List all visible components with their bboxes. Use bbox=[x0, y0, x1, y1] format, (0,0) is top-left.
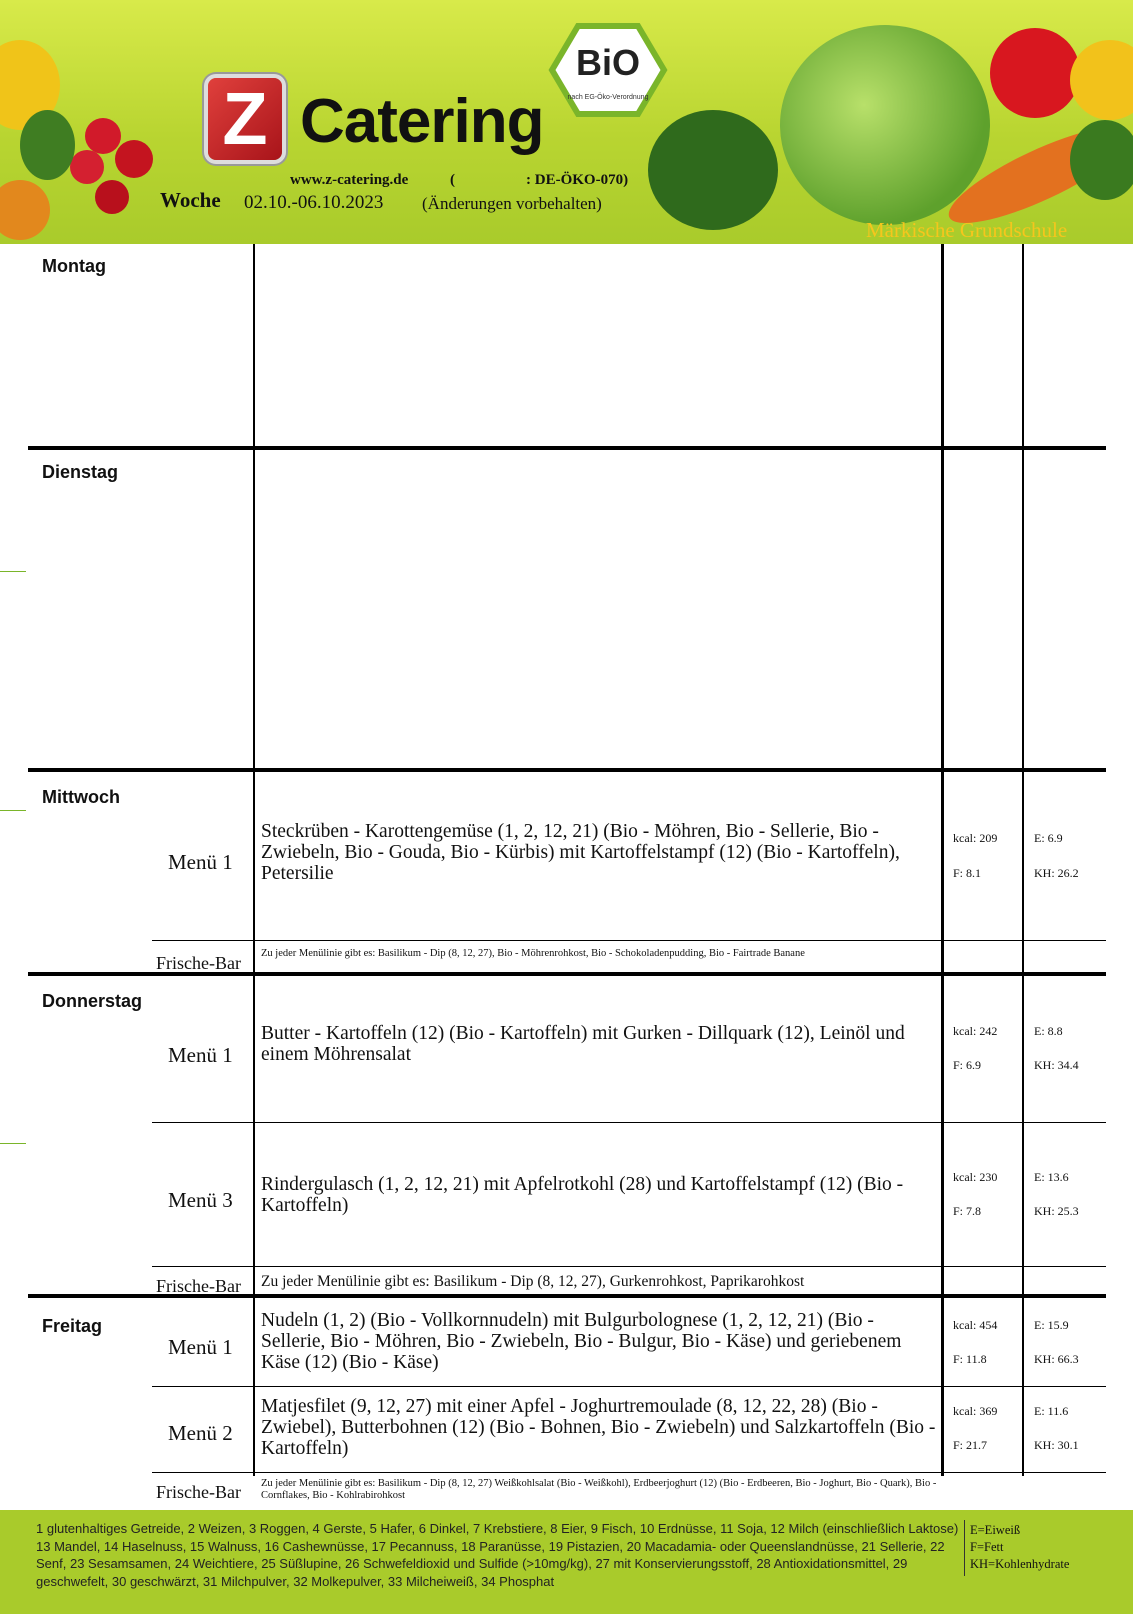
day-separator bbox=[28, 768, 1106, 772]
menu-label: Menü 1 bbox=[168, 1043, 233, 1067]
menu-label: Menü 3 bbox=[168, 1188, 233, 1212]
logo-z-icon: Z bbox=[208, 78, 282, 160]
nutrition-protein: E: 6.9 bbox=[1034, 831, 1063, 845]
divider bbox=[1022, 244, 1024, 1476]
pepper-decoration bbox=[990, 28, 1080, 118]
margin-tick bbox=[0, 810, 26, 811]
menu-label: Menü 1 bbox=[168, 850, 233, 874]
menu-label: Menü 2 bbox=[168, 1421, 233, 1445]
dish-text: Nudeln (1, 2) (Bio - Vollkornnudeln) mit Bulgurbolognese (1, 2, 12, 21) (Bio - Sellerie, Bio - Möhren, Bio - Zwiebeln, Bio - Bulgur, Bio - Käse) und geriebenem Käse (12) (Bio - Käse) bbox=[261, 1310, 902, 1373]
legend-fat: F=Fett bbox=[970, 1540, 1004, 1554]
school-name: Märkische Grundschule bbox=[866, 218, 1068, 242]
day-donnerstag: Donnerstag bbox=[42, 991, 143, 1011]
tomato-decoration bbox=[115, 140, 153, 178]
bio-seal-subtitle: nach EG-Öko-Verordnung bbox=[567, 94, 649, 101]
nutrition-protein: E: 13.6 bbox=[1034, 1170, 1069, 1184]
leaf-decoration bbox=[1070, 120, 1133, 200]
tomato-decoration bbox=[95, 180, 129, 214]
dish-text: Steckrüben - Karottengemüse (1, 2, 12, 21) (Bio - Möhren, Bio - Sellerie, Bio - Zwiebeln, Bio - Gouda, Bio - Kürbis) mit Kartoffelstampf (12) (Bio - Kartoffeln), Petersilie bbox=[261, 821, 900, 884]
pumpkin-decoration bbox=[0, 180, 50, 240]
brand-name: Catering bbox=[300, 87, 544, 156]
margin-tick bbox=[0, 1143, 26, 1144]
nutrition-kcal: kcal: 369 bbox=[953, 1404, 998, 1418]
nutrition-fat: F: 11.8 bbox=[953, 1352, 987, 1366]
eco-paren: ( bbox=[450, 172, 455, 188]
nutrition-carbs: KH: 34.4 bbox=[1034, 1058, 1079, 1072]
dish-text: Butter - Kartoffeln (12) (Bio - Kartoffeln) mit Gurken - Dillquark (12), Leinöl und einem Möhrensalat bbox=[261, 1023, 905, 1065]
nutrition-protein: E: 15.9 bbox=[1034, 1318, 1069, 1332]
lettuce-decoration bbox=[780, 25, 990, 225]
divider bbox=[941, 244, 944, 1476]
day-freitag: Freitag bbox=[42, 1316, 103, 1336]
frische-bar-label: Frische-Bar bbox=[156, 953, 241, 973]
frische-bar-text: Zu jeder Menülinie gibt es: Basilikum - Dip (8, 12, 27), Gurkenrohkost, Paprikarohkost bbox=[261, 1273, 805, 1290]
menu-label: Menü 1 bbox=[168, 1335, 233, 1359]
website: www.z-catering.de bbox=[290, 172, 409, 188]
day-separator bbox=[28, 446, 1106, 450]
nutrition-fat: F: 8.1 bbox=[953, 866, 982, 880]
nutrition-protein: E: 8.8 bbox=[1034, 1024, 1063, 1038]
nutrition-fat: F: 21.7 bbox=[953, 1438, 988, 1452]
pepper-decoration bbox=[1070, 40, 1133, 120]
divider bbox=[253, 244, 255, 1476]
changes-note: (Änderungen vorbehalten) bbox=[422, 194, 602, 213]
legend-protein: E=Eiweiß bbox=[970, 1523, 1021, 1537]
eco-code: : DE-ÖKO-070) bbox=[526, 172, 629, 188]
row-separator bbox=[152, 1122, 1106, 1123]
margin-tick bbox=[0, 571, 26, 572]
dish-text: Matjesfilet (9, 12, 27) mit einer Apfel - Joghurtremoulade (8, 12, 22, 28) (Bio - Zwiebel), Butterbohnen (12) (Bio - Bohnen, Bio - Zwiebeln) und Salzkartoffeln (Bio - Kartoffeln) bbox=[261, 1396, 936, 1459]
nutrition-carbs: KH: 30.1 bbox=[1034, 1438, 1079, 1452]
row-separator bbox=[152, 1386, 1106, 1387]
nutrition-carbs: KH: 25.3 bbox=[1034, 1204, 1079, 1218]
date-range: 02.10.-06.10.2023 bbox=[244, 192, 384, 213]
divider bbox=[964, 1520, 965, 1576]
nutrition-legend bbox=[970, 1522, 1069, 1573]
bio-seal-label: BiO bbox=[575, 42, 640, 83]
frische-bar-text: Zu jeder Menülinie gibt es: Basilikum - Dip (8, 12, 27) Weißkohlsalat (Bio - Weißkohl), Erdbeerjoghurt (12) (Bio - Erdbeeren, Bio - Joghurt, Bio - Quark), Bio - Cornflakes, Bio - Kohlrabirohkost bbox=[261, 1478, 937, 1501]
nutrition-kcal: kcal: 454 bbox=[953, 1318, 998, 1332]
day-dienstag: Dienstag bbox=[42, 462, 119, 482]
row-separator bbox=[152, 1266, 1106, 1267]
tomato-decoration bbox=[85, 118, 121, 154]
nutrition-kcal: kcal: 242 bbox=[953, 1024, 998, 1038]
day-montag: Montag bbox=[42, 256, 106, 276]
allergen-list: 1 glutenhaltiges Getreide, 2 Weizen, 3 Roggen, 4 Gerste, 5 Hafer, 6 Dinkel, 7 Krebstiere, 8 Eier, 9 Fisch, 10 Erdnüsse, 11 Soja, 12 Milch (einschließlich Laktose) 13 Mandel, 14 Haselnuss, 15 Walnuss, 16 Cashewnüsse, 17 Pecannuss, 18 Paranüsse, 19 Pistazien, 20 Macadamia- oder Queenslandnüsse, 21 Sellerie, 22 Senf, 23 Sesamsamen, 24 Weichtiere, 25 Süßlupine, 26 Schwefeldioxid und Sulfide (>10mg/kg), 27 mit Konservierungsstoff, 28 Antioxidationsmittel, 29 geschwefelt, 30 geschwärzt, 31 Milchpulver, 32 Molkepulver, 33 Milcheiweiß, 34 Phosphat bbox=[36, 1521, 959, 1589]
broccoli-decoration bbox=[648, 110, 778, 230]
week-label: Woche bbox=[160, 188, 221, 212]
frische-bar-text: Zu jeder Menülinie gibt es: Basilikum - Dip (8, 12, 27), Bio - Möhrenrohkost, Bio - Schokoladenpudding, Bio - Fairtrade Banane bbox=[261, 948, 805, 959]
nutrition-fat: F: 6.9 bbox=[953, 1058, 982, 1072]
day-mittwoch: Mittwoch bbox=[42, 787, 120, 807]
nutrition-kcal: kcal: 209 bbox=[953, 831, 998, 845]
frische-bar-label: Frische-Bar bbox=[156, 1482, 241, 1502]
row-separator bbox=[152, 940, 1106, 941]
tomato-decoration bbox=[70, 150, 104, 184]
nutrition-carbs: KH: 26.2 bbox=[1034, 866, 1079, 880]
frische-bar-label: Frische-Bar bbox=[156, 1276, 241, 1296]
row-separator bbox=[152, 1472, 1106, 1473]
nutrition-carbs: KH: 66.3 bbox=[1034, 1352, 1079, 1366]
nutrition-protein: E: 11.6 bbox=[1034, 1404, 1069, 1418]
nutrition-fat: F: 7.8 bbox=[953, 1204, 982, 1218]
leaf-decoration bbox=[20, 110, 75, 180]
legend-carbs: KH=Kohlenhydrate bbox=[970, 1557, 1070, 1571]
nutrition-kcal: kcal: 230 bbox=[953, 1170, 998, 1184]
dish-text: Rindergulasch (1, 2, 12, 21) mit Apfelrotkohl (28) und Kartoffelstampf (12) (Bio - Kartoffeln) bbox=[261, 1174, 904, 1216]
